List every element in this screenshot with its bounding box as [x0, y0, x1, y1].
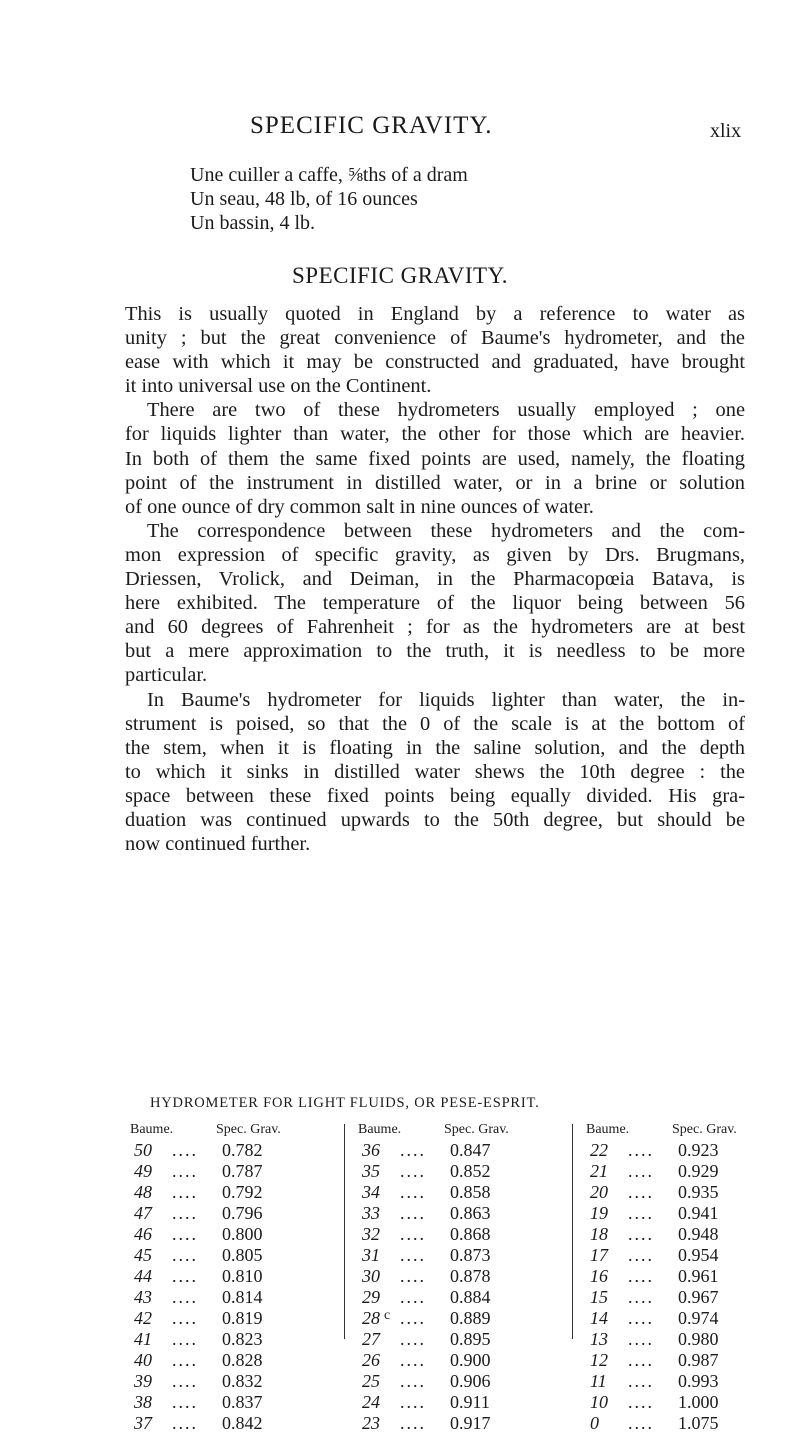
baume-degree: 11 [590, 1371, 607, 1391]
table-row [130, 1287, 330, 1308]
text-line: to which it sinks in distilled water shews the 10th degree : the [125, 760, 745, 783]
table-row [130, 1266, 330, 1287]
table-row [586, 1350, 786, 1371]
table-row [130, 1224, 330, 1245]
table-row [130, 1161, 330, 1182]
baume-degree: 17 [590, 1245, 608, 1265]
table-row [358, 1371, 558, 1392]
dot-leader: .... [628, 1392, 654, 1412]
table-row [586, 1161, 786, 1182]
specific-gravity-value: 0.832 [222, 1371, 263, 1391]
baume-degree: 35 [362, 1161, 380, 1181]
baume-degree: 31 [362, 1245, 380, 1265]
spec-grav-header: Spec. Grav. [216, 1122, 281, 1137]
dot-leader: .... [628, 1161, 654, 1181]
dot-leader: .... [172, 1329, 198, 1349]
baume-degree: 29 [362, 1287, 380, 1307]
specific-gravity-value: 0.929 [678, 1161, 719, 1181]
table-row [586, 1371, 786, 1392]
baume-degree: 43 [134, 1287, 152, 1307]
dot-leader: .... [172, 1161, 198, 1181]
dot-leader: .... [172, 1182, 198, 1202]
table-row [130, 1392, 330, 1413]
table-row [130, 1329, 330, 1350]
text-line: of one ounce of dry common salt in nine ounces of water. [125, 495, 594, 518]
specific-gravity-value: 0.935 [678, 1182, 719, 1202]
specific-gravity-value: 0.974 [678, 1308, 719, 1328]
text-line: and 60 degrees of Fahrenheit ; for as the hydrometers are at best [125, 616, 745, 639]
text-line: for liquids lighter than water, the other for those which are heavier. [125, 423, 745, 446]
dot-leader: .... [628, 1413, 654, 1433]
baume-degree: 37 [134, 1413, 152, 1433]
table-row [130, 1371, 330, 1392]
dot-leader: .... [172, 1392, 198, 1412]
dot-leader: .... [172, 1245, 198, 1265]
baume-degree: 28 [362, 1308, 380, 1328]
baume-degree: 38 [134, 1392, 152, 1412]
baume-degree: 47 [134, 1203, 152, 1223]
dot-leader: .... [400, 1182, 426, 1202]
specific-gravity-value: 0.873 [450, 1245, 491, 1265]
specific-gravity-value: 1.075 [678, 1413, 719, 1433]
dot-leader: .... [172, 1413, 198, 1433]
text-line: here exhibited. The temperature of the liquor being between 56 [125, 592, 745, 615]
table-row [358, 1140, 558, 1161]
dot-leader: .... [628, 1350, 654, 1370]
text-line: strument is poised, so that the 0 of the scale is at the bottom of [125, 712, 745, 735]
baume-degree: 26 [362, 1350, 380, 1370]
table-row [130, 1245, 330, 1266]
specific-gravity-value: 0.948 [678, 1224, 719, 1244]
baume-degree: 49 [134, 1161, 152, 1181]
table-row [586, 1266, 786, 1287]
baume-header: Baume. [586, 1122, 630, 1137]
baume-degree: 48 [134, 1182, 152, 1202]
text-line: the stem, when it is floating in the saline solution, and the depth [125, 736, 745, 759]
table-row [358, 1161, 558, 1182]
table-row [358, 1287, 558, 1308]
dot-leader: .... [628, 1329, 654, 1349]
table-row [586, 1203, 786, 1224]
specific-gravity-value: 0.954 [678, 1245, 719, 1265]
text-line: duation was continued upwards to the 50th degree, but should be [125, 808, 745, 831]
specific-gravity-value: 0.837 [222, 1392, 263, 1412]
specific-gravity-value: 0.828 [222, 1350, 263, 1370]
baume-degree: 30 [362, 1266, 380, 1286]
text-line: The correspondence between these hydrometers and the com- [147, 519, 745, 542]
text-line: In Baume's hydrometer for liquids lighter than water, the in- [147, 688, 745, 711]
table-row [358, 1182, 558, 1203]
table-row [586, 1182, 786, 1203]
dot-leader: .... [400, 1392, 426, 1412]
text-line: it into universal use on the Continent. [125, 375, 432, 398]
dot-leader: .... [400, 1245, 426, 1265]
section-title: SPECIFIC GRAVITY. [292, 263, 508, 288]
baume-degree: 18 [590, 1224, 608, 1244]
text-line: ease with which it may be constructed and graduated, have brought [125, 351, 745, 374]
dot-leader: .... [400, 1308, 426, 1328]
table-row [130, 1350, 330, 1371]
table-row [130, 1203, 330, 1224]
dot-leader: .... [400, 1266, 426, 1286]
dot-leader: .... [628, 1245, 654, 1265]
baume-degree: 20 [590, 1182, 608, 1202]
table-row [586, 1224, 786, 1245]
baume-degree: 15 [590, 1287, 608, 1307]
dot-leader: .... [400, 1371, 426, 1391]
specific-gravity-value: 1.000 [678, 1392, 719, 1412]
running-head-title: SPECIFIC GRAVITY. [250, 112, 493, 139]
column-header [358, 1122, 558, 1140]
dot-leader: .... [628, 1308, 654, 1328]
text-line: space between these fixed points being equally divided. His gra- [125, 784, 745, 807]
specific-gravity-value: 0.987 [678, 1350, 719, 1370]
column-divider [572, 1124, 573, 1339]
table-row [358, 1392, 558, 1413]
specific-gravity-value: 0.967 [678, 1287, 719, 1307]
table-row [586, 1140, 786, 1161]
text-line: unity ; but the great convenience of Baume's hydrometer, and the [125, 327, 745, 350]
dot-leader: .... [400, 1350, 426, 1370]
baume-degree: 19 [590, 1203, 608, 1223]
dot-leader: .... [172, 1371, 198, 1391]
page-number: xlix [710, 120, 742, 142]
baume-degree: 32 [362, 1224, 380, 1244]
table-row [586, 1413, 786, 1434]
table-row [358, 1350, 558, 1371]
specific-gravity-value: 0.923 [678, 1140, 719, 1160]
table-column [586, 1122, 786, 1434]
dot-leader: .... [400, 1287, 426, 1307]
specific-gravity-value: 0.819 [222, 1308, 263, 1328]
table-column [358, 1122, 558, 1434]
measures-list [190, 163, 468, 235]
text-line: but a mere approximation to the truth, it is needless to be more [125, 640, 745, 663]
text-line: mon expression of specific gravity, as given by Drs. Brugmans, [125, 543, 745, 566]
baume-degree: 23 [362, 1413, 380, 1433]
specific-gravity-value: 0.863 [450, 1203, 491, 1223]
column-divider [344, 1124, 345, 1339]
specific-gravity-value: 0.895 [450, 1329, 491, 1349]
baume-degree: 14 [590, 1308, 608, 1328]
dot-leader: .... [172, 1287, 198, 1307]
dot-leader: .... [172, 1224, 198, 1244]
measure-line: Un bassin, 4 lb. [190, 212, 315, 234]
dot-leader: .... [400, 1224, 426, 1244]
signature-mark: c [384, 1308, 391, 1323]
text-line: There are two of these hydrometers usually employed ; one [147, 399, 745, 422]
specific-gravity-value: 0.961 [678, 1266, 719, 1286]
specific-gravity-value: 0.792 [222, 1182, 263, 1202]
baume-header: Baume. [130, 1122, 174, 1137]
table-row [130, 1140, 330, 1161]
specific-gravity-value: 0.900 [450, 1350, 491, 1370]
specific-gravity-value: 0.941 [678, 1203, 719, 1223]
baume-degree: 0 [590, 1413, 599, 1433]
baume-degree: 33 [362, 1203, 380, 1223]
baume-degree: 36 [362, 1140, 380, 1160]
table-row [586, 1245, 786, 1266]
table-caption: HYDROMETER FOR LIGHT FLUIDS, OR PESE-ESPRIT. [150, 1095, 540, 1111]
table-row [586, 1308, 786, 1329]
table-row [358, 1329, 558, 1350]
baume-degree: 27 [362, 1329, 380, 1349]
specific-gravity-value: 0.842 [222, 1413, 263, 1433]
baume-degree: 10 [590, 1392, 608, 1412]
measure-line: Un seau, 48 lb, of 16 ounces [190, 188, 418, 210]
baume-degree: 50 [134, 1140, 152, 1160]
specific-gravity-value: 0.993 [678, 1371, 719, 1391]
spec-grav-header: Spec. Grav. [444, 1122, 509, 1137]
running-head [0, 112, 800, 144]
table-row [358, 1245, 558, 1266]
baume-degree: 39 [134, 1371, 152, 1391]
specific-gravity-value: 0.878 [450, 1266, 491, 1286]
specific-gravity-value: 0.800 [222, 1224, 263, 1244]
baume-degree: 13 [590, 1329, 608, 1349]
table-row [586, 1392, 786, 1413]
column-header [586, 1122, 786, 1140]
table-column [130, 1122, 330, 1434]
specific-gravity-value: 0.884 [450, 1287, 491, 1307]
specific-gravity-value: 0.911 [450, 1392, 490, 1412]
specific-gravity-value: 0.852 [450, 1161, 491, 1181]
dot-leader: .... [400, 1140, 426, 1160]
table-row [358, 1203, 558, 1224]
specific-gravity-value: 0.805 [222, 1245, 263, 1265]
specific-gravity-value: 0.906 [450, 1371, 491, 1391]
specific-gravity-value: 0.782 [222, 1140, 263, 1160]
dot-leader: .... [400, 1161, 426, 1181]
text-line: now continued further. [125, 833, 311, 856]
baume-degree: 21 [590, 1161, 608, 1181]
table-row [358, 1266, 558, 1287]
text-line: This is usually quoted in England by a reference to water as [125, 303, 745, 325]
dot-leader: .... [172, 1140, 198, 1160]
table-row [130, 1308, 330, 1329]
dot-leader: .... [628, 1182, 654, 1202]
specific-gravity-value: 0.787 [222, 1161, 263, 1181]
dot-leader: .... [628, 1140, 654, 1160]
table-row [586, 1287, 786, 1308]
baume-degree: 41 [134, 1329, 152, 1349]
dot-leader: .... [628, 1287, 654, 1307]
table-row [586, 1329, 786, 1350]
text-line: point of the instrument in distilled water, or in a brine or solution [125, 471, 745, 494]
dot-leader: .... [172, 1308, 198, 1328]
dot-leader: .... [628, 1224, 654, 1244]
table-row [130, 1413, 330, 1434]
body-paragraphs [125, 302, 745, 856]
specific-gravity-value: 0.796 [222, 1203, 263, 1223]
dot-leader: .... [628, 1266, 654, 1286]
text-line: In both of them the same fixed points are used, namely, the floating [125, 447, 745, 470]
column-header [130, 1122, 330, 1140]
dot-leader: .... [172, 1350, 198, 1370]
hydrometer-table [130, 1122, 770, 1433]
dot-leader: .... [628, 1371, 654, 1391]
dot-leader: .... [172, 1203, 198, 1223]
baume-degree: 45 [134, 1245, 152, 1265]
specific-gravity-value: 0.814 [222, 1287, 263, 1307]
text-line: Driessen, Vrolick, and Deiman, in the Pharmacopœia Batava, is [125, 568, 745, 591]
baume-degree: 46 [134, 1224, 152, 1244]
dot-leader: .... [400, 1329, 426, 1349]
specific-gravity-value: 0.823 [222, 1329, 263, 1349]
table-row [358, 1413, 558, 1434]
spec-grav-header: Spec. Grav. [672, 1122, 737, 1137]
baume-degree: 22 [590, 1140, 608, 1160]
dot-leader: .... [172, 1266, 198, 1286]
specific-gravity-value: 0.868 [450, 1224, 491, 1244]
specific-gravity-value: 0.858 [450, 1182, 491, 1202]
specific-gravity-value: 0.889 [450, 1308, 491, 1328]
baume-degree: 16 [590, 1266, 608, 1286]
baume-degree: 25 [362, 1371, 380, 1391]
baume-degree: 24 [362, 1392, 380, 1412]
dot-leader: .... [400, 1203, 426, 1223]
dot-leader: .... [628, 1203, 654, 1223]
baume-degree: 40 [134, 1350, 152, 1370]
table-row [358, 1224, 558, 1245]
dot-leader: .... [400, 1413, 426, 1433]
text-line: particular. [125, 664, 208, 687]
table-row [130, 1182, 330, 1203]
baume-degree: 42 [134, 1308, 152, 1328]
specific-gravity-value: 0.847 [450, 1140, 491, 1160]
specific-gravity-value: 0.917 [450, 1413, 491, 1433]
specific-gravity-value: 0.810 [222, 1266, 263, 1286]
specific-gravity-value: 0.980 [678, 1329, 719, 1349]
baume-header: Baume. [358, 1122, 402, 1137]
measure-line: Une cuiller a caffe, ⅝ths of a dram [190, 164, 468, 186]
baume-degree: 44 [134, 1266, 152, 1286]
baume-degree: 34 [362, 1182, 380, 1202]
baume-degree: 12 [590, 1350, 608, 1370]
